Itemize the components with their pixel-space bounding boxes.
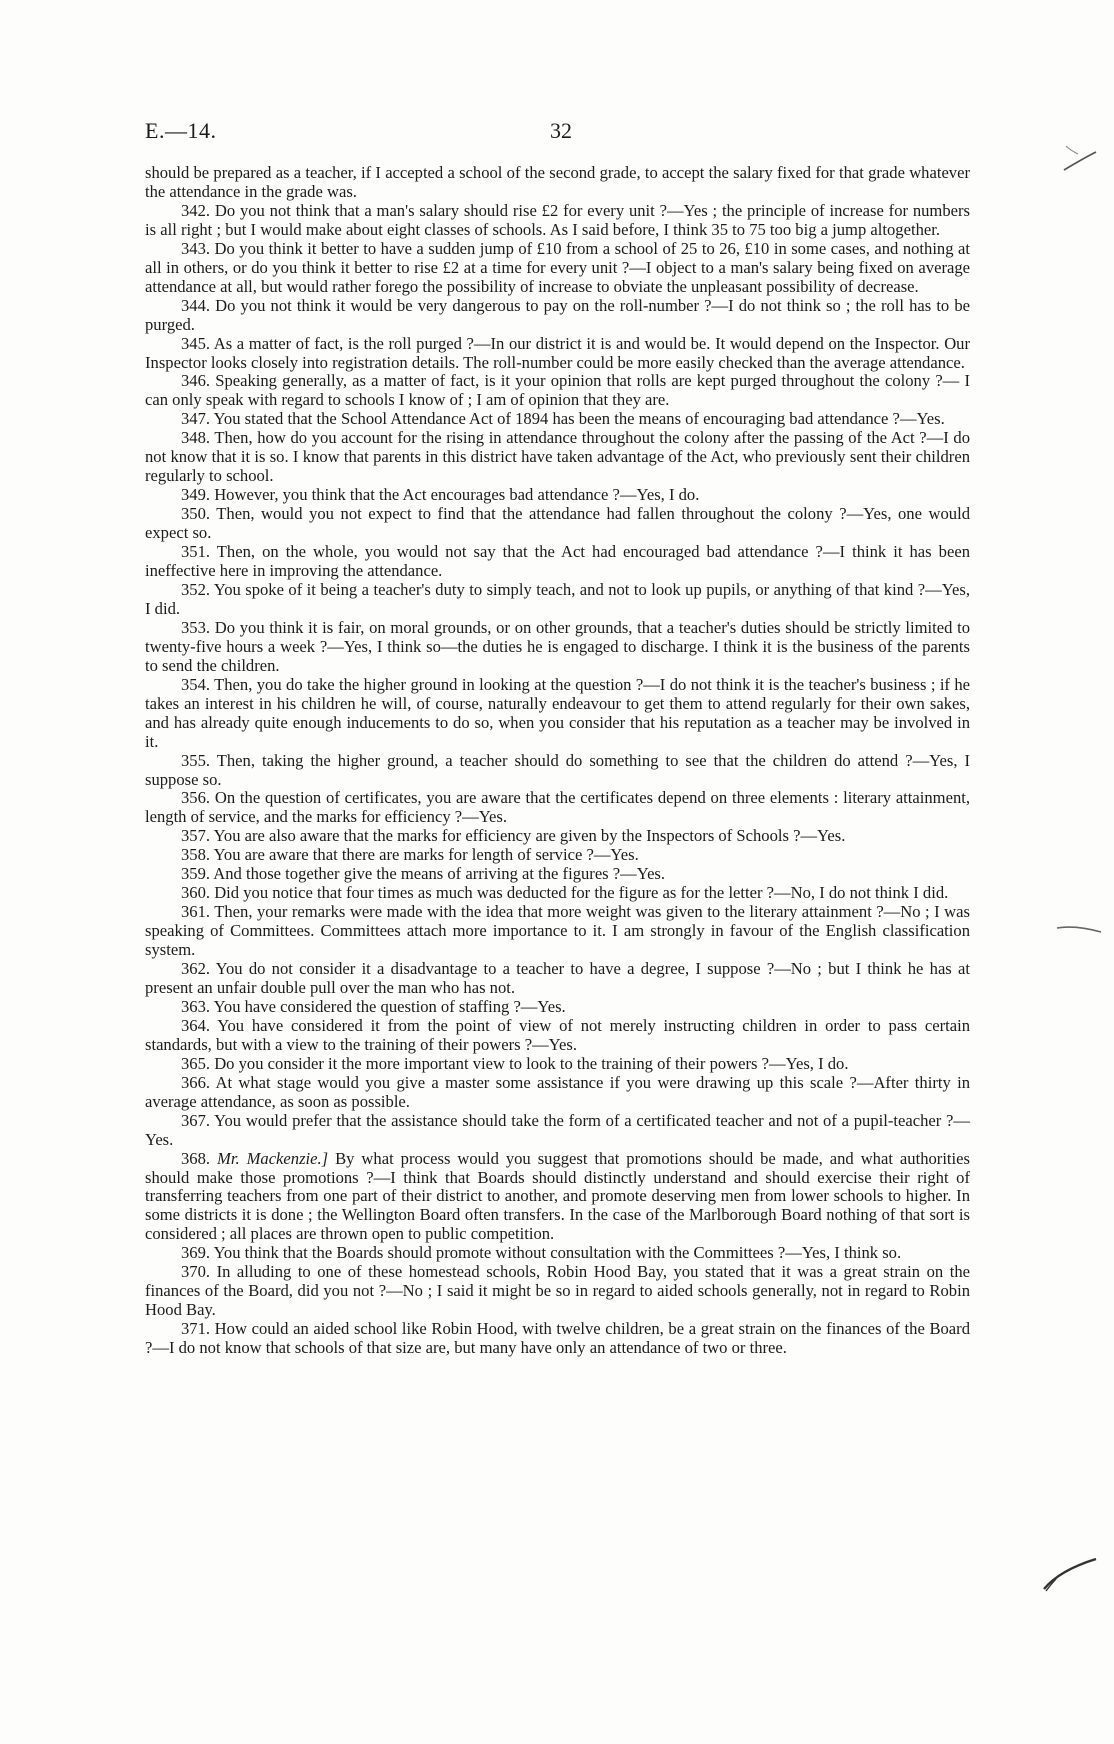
testimony-text <box>145 164 970 1358</box>
margin-pen-mark-icon <box>1055 922 1103 936</box>
paragraph: 369. You think that the Boards should promote without consultation with the Committees ?—Yes, I think so. <box>181 1243 902 1263</box>
opening-paragraph: should be prepared as a teacher, if I accepted a school of the second grade, to accept the salary fixed for that grade whatever the attendance in the grade was. <box>145 163 970 201</box>
paragraph: 346. Speaking generally, as a matter of fact, is it your opinion that rolls are kept purged throughout the colony ?— I can only speak with regard to schools I know of ; I am of opinion that they are. <box>145 371 970 410</box>
paragraph: 350. Then, would you not expect to find that the attendance had fallen throughout the colony ?—Yes, one would expect so. <box>145 504 970 543</box>
paragraph-body: By what process would you suggest that promotions should be made, and what authorities should make those promotions ?—I think that Boards should distinctly understand and should exercise their right of transferring teachers from one part of their district to another, and promote deserving men from lower schools to higher. In some districts it is done ; the Wellington Board often transfers. In the case of the Marlborough Board nothing of that sort is considered ; all places are thrown open to public competition. <box>145 1148 970 1244</box>
paragraph: 366. At what stage would you give a master some assistance if you were drawing up this scale ?—After thirty in average attendance, as soon as possible. <box>145 1072 970 1111</box>
paragraph: 360. Did you notice that four times as much was deducted for the figure as for the letter ?—No, I do not think I did. <box>181 883 949 903</box>
margin-pen-mark-icon <box>1040 1555 1100 1595</box>
paragraph: 363. You have considered the question of staffing ?—Yes. <box>181 996 566 1016</box>
paragraph-number: 368. <box>181 1148 211 1168</box>
paragraph: 343. Do you think it better to have a sudden jump of £10 from a school of 25 to 26, £10 in some cases, and nothing at all in others, or do you think it better to rise £2 at a time for every unit ?—I object to a man's salary being fixed on average attendance at all, but would rather forego the possibility of increase to obviate the unpleasant possibility of decrease. <box>145 238 970 296</box>
paragraph: 362. You do not consider it a disadvantage to a teacher to have a degree, I suppose ?—No ; but I think he has at present an unfair double pull over the man who has not. <box>145 959 970 997</box>
paragraph-368 <box>145 1150 970 1245</box>
paragraph: 358. You are aware that there are marks for length of service ?—Yes. <box>181 845 639 865</box>
paragraph: 364. You have considered it from the point of view of not merely instructing children in order to pass certain standards, but with a view to the training of their powers ?—Yes. <box>145 1015 970 1054</box>
margin-pen-mark-icon <box>1060 140 1100 180</box>
paragraph: 367. You would prefer that the assistance should take the form of a certificated teacher and not of a pupil-teacher ?—Yes. <box>145 1110 970 1149</box>
paragraph: 348. Then, how do you account for the rising in attendance throughout the colony after the passing of the Act ?—I do not know that it is so. I know that parents in this district have taken advantage of the Act, who previously sent their children regularly to school. <box>145 428 970 486</box>
paragraph: 352. You spoke of it being a teacher's duty to simply teach, and not to look up pupils, or anything of that kind ?—Yes, I did. <box>145 579 970 618</box>
paragraph: 371. How could an aided school like Robin Hood, with twelve children, be a great strain on the finances of the Board ?—I do not know that schools of that size are, but many have only an attendance of two or three. <box>145 1319 970 1358</box>
page-number: 32 <box>550 118 572 143</box>
paragraph: 365. Do you consider it the more important view to look to the training of their powers ?—Yes, I do. <box>181 1053 849 1073</box>
paragraph: 361. Then, your remarks were made with the idea that more weight was given to the literary attainment ?—No ; I was speaking of Committees. Committees attach more importance to it. I am strongly in favour of the English classification system. <box>145 902 970 960</box>
paragraph: 356. On the question of certificates, you are aware that the certificates depend on three elements : literary attainment, length of service, and the marks for efficiency ?—Yes. <box>145 788 970 827</box>
speaker-name: Mr. Mackenzie.] <box>217 1148 329 1168</box>
document-code: E.—14. <box>145 118 217 143</box>
paragraph: 345. As a matter of fact, is the roll purged ?—In our district it is and would be. It would depend on the Inspector. Our Inspector looks closely into registration details. The roll-number could be more easily checked than the average attendance. <box>145 333 970 372</box>
paragraph: 370. In alluding to one of these homestead schools, Robin Hood Bay, you stated that it was a great strain on the finances of the Board, did you not ?—No ; I said it might be so in regard to aided schools generally, not in regard to Robin Hood Bay. <box>145 1262 970 1320</box>
paragraph: 351. Then, on the whole, you would not say that the Act had encouraged bad attendance ?—I think it has been ineffective here in improving the attendance. <box>145 542 970 581</box>
paragraph: 344. Do you not think it would be very dangerous to pay on the roll-number ?—I do not think so ; the roll has to be purged. <box>145 295 970 334</box>
paragraph: 353. Do you think it is fair, on moral grounds, or on other grounds, that a teacher's duties should be strictly limited to twenty-five hours a week ?—Yes, I think so—the duties he is engaged to discharge. I think it is the business of the parents to send the children. <box>145 617 970 675</box>
paragraph: 354. Then, you do take the higher ground in looking at the question ?—I do not think it is the teacher's business ; if he takes an interest in his children he will, of course, naturally endeavour to get them to attend regularly for their own sakes, and has already quite enough inducements to do so, when you consider that his reputation as a teacher may be involved in it. <box>145 674 970 751</box>
paragraph: 347. You stated that the School Attendance Act of 1894 has been the means of encouraging bad attendance ?—Yes. <box>181 409 945 429</box>
paragraph: 359. And those together give the means of arriving at the figures ?—Yes. <box>181 864 666 884</box>
paragraph: 355. Then, taking the higher ground, a teacher should do something to see that the children do attend ?—Yes, I suppose so. <box>145 750 970 789</box>
paragraph: 349. However, you think that the Act encourages bad attendance ?—Yes, I do. <box>181 485 700 505</box>
paragraph: 342. Do you not think that a man's salary should rise £2 for every unit ?—Yes ; the principle of increase for numbers is all right ; but I would make about eight classes of schools. As I said before, I think 35 to 75 too big a jump altogether. <box>145 200 970 239</box>
paragraph: 357. You are also aware that the marks for efficiency are given by the Inspectors of Schools ?—Yes. <box>181 826 846 846</box>
